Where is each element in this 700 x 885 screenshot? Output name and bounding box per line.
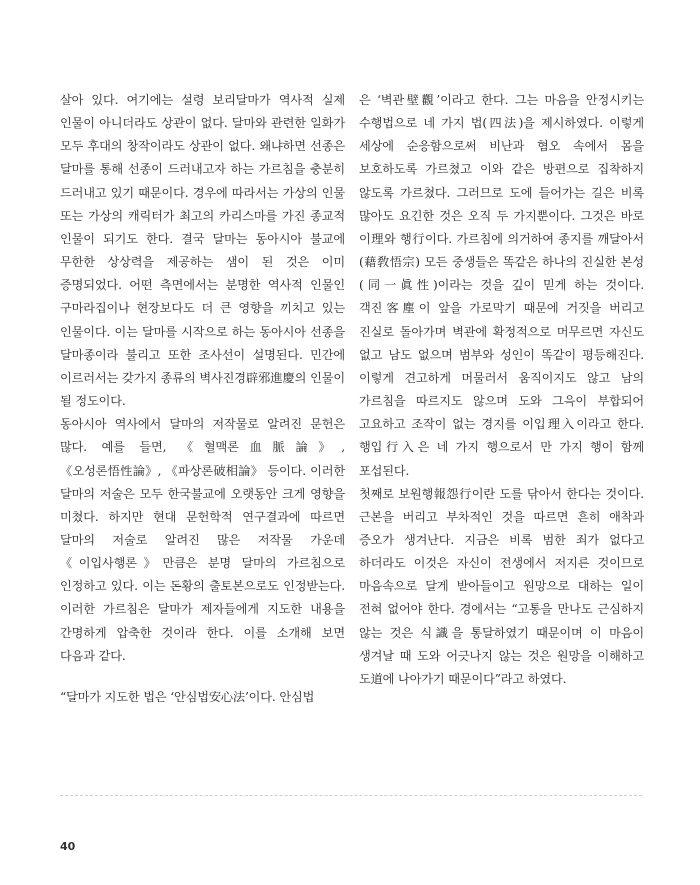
right-column — [359, 89, 644, 691]
page-number: 40 — [60, 840, 76, 853]
paragraph-left-1: 살아 있다. 여기에는 설령 보리달마가 역사적 실제 인물이 아니더라도 상관이 없다. 달마와 관련한 일화가 모두 후대의 창작이라도 상관이 없다. 왜냐하면 선종은 달마를 통해 선종이 드러내고자 하는 가르침을 충분히 드러내고 있기 때문이다. 경우에 따라서는 가상의 인물 또는 가상의 캐릭터가 최고의 카리스마를 가진 종교적 인물이 되기도 한다. 결국 달마는 동아시아 불교에 무한한 상상력을 제공하는 샘이 된 것은 이미 증명되었다. 어떤 측면에서는 분명한 역사적 인물인 구마라집이나 현장보다도 더 큰 영향을 끼치고 있는 인물이다. 이는 달마를 시작으로 하는 동아시아 선종을 달마종이라 불리고 또한 조사선이 설명된다. 민간에 이르러서는 갖가지 종류의 벽사진경辟邪進慶의 인물이 될 정도이다. — [60, 93, 345, 409]
footer-divider — [60, 795, 642, 796]
left-column — [60, 89, 345, 709]
paragraph-left-2: 동아시아 역사에서 달마의 저작물로 알려진 문헌은 많다. 예를 들면, 《혈맥론血脈論》, 《오성론悟性論》, 《파상론破相論》 등이다. 이러한 달마의 저술은 모두 한국불교에 오랫동안 크게 영향을 미쳤다. 하지만 현대 문헌학적 연구결과에 따르면 달마의 저술로 알려진 많은 저작물 가운데 《이입사행론》만큼은 분명 달마의 가르침으로 인정하고 있다. 이는 돈황의 출토본으로도 인정받는다. 이러한 가르침은 달마가 제자들에게 지도한 내용을 간명하게 압축한 것이라 한다. 이를 소개해 보면 다음과 같다. — [60, 417, 345, 663]
paragraph-left-3: “달마가 지도한 법은 ‘안심법安心法’이다. 안심법 — [60, 689, 315, 704]
paragraph-right-2: 첫째로 보원행報怨行이란 도를 닦아서 한다는 것이다. 근본을 버리고 부차적인 것을 따르면 흔히 애착과 증오가 생겨난다. 지금은 비록 범한 죄가 없다고 하더라도 이것은 자신이 전생에서 저지른 것이므로 마음속으로 달게 받아들이고 원망으로 대하는 일이 전혀 없어야 한다. 경에서는 “고통을 만나도 근심하지 않는 것은 식識을 통달하였기 때문이며 이 마음이 생겨날 때 도와 어긋나지 않는 것은 원망을 이해하고 도道에 나아가기 때문이다”라고 하였다. — [359, 486, 644, 686]
paragraph-right-1: 은 ‘벽관壁觀’이라고 한다. 그는 마음을 안정시키는 수행법으로 네 가지 법(四法)을 제시하였다. 이렇게 세상에 순응함으로써 비난과 혐오 속에서 몸을 보호하도록 가르쳤고 이와 같은 방편으로 집착하지 않도록 가르쳤다. 그러므로 도에 들어가는 길은 비록 많아도 요긴한 것은 오직 두 가지뿐이다. 그것은 바로 이理와 행行이다. 가르침에 의거하여 종지를 깨달아서(藉敎悟宗) 모든 중생들은 똑같은 하나의 진실한 본성(同一眞性)이라는 것을 깊이 믿게 하는 것이다. 객진客塵이 앞을 가로막기 때문에 거짓을 버리고 진실로 돌아가며 벽관에 확정적으로 머무르면 자신도 없고 남도 없으며 범부와 성인이 똑같이 평등해진다. 이렇게 견고하게 머물러서 움직이지도 않고 남의 가르침을 따르지도 않으며 도와 그윽이 부합되어 고요하고 조작이 없는 경지를 이입理入이라고 한다. 행입行入은 네 가지 행으로서 만 가지 행이 함께 포섭된다. — [359, 93, 644, 478]
